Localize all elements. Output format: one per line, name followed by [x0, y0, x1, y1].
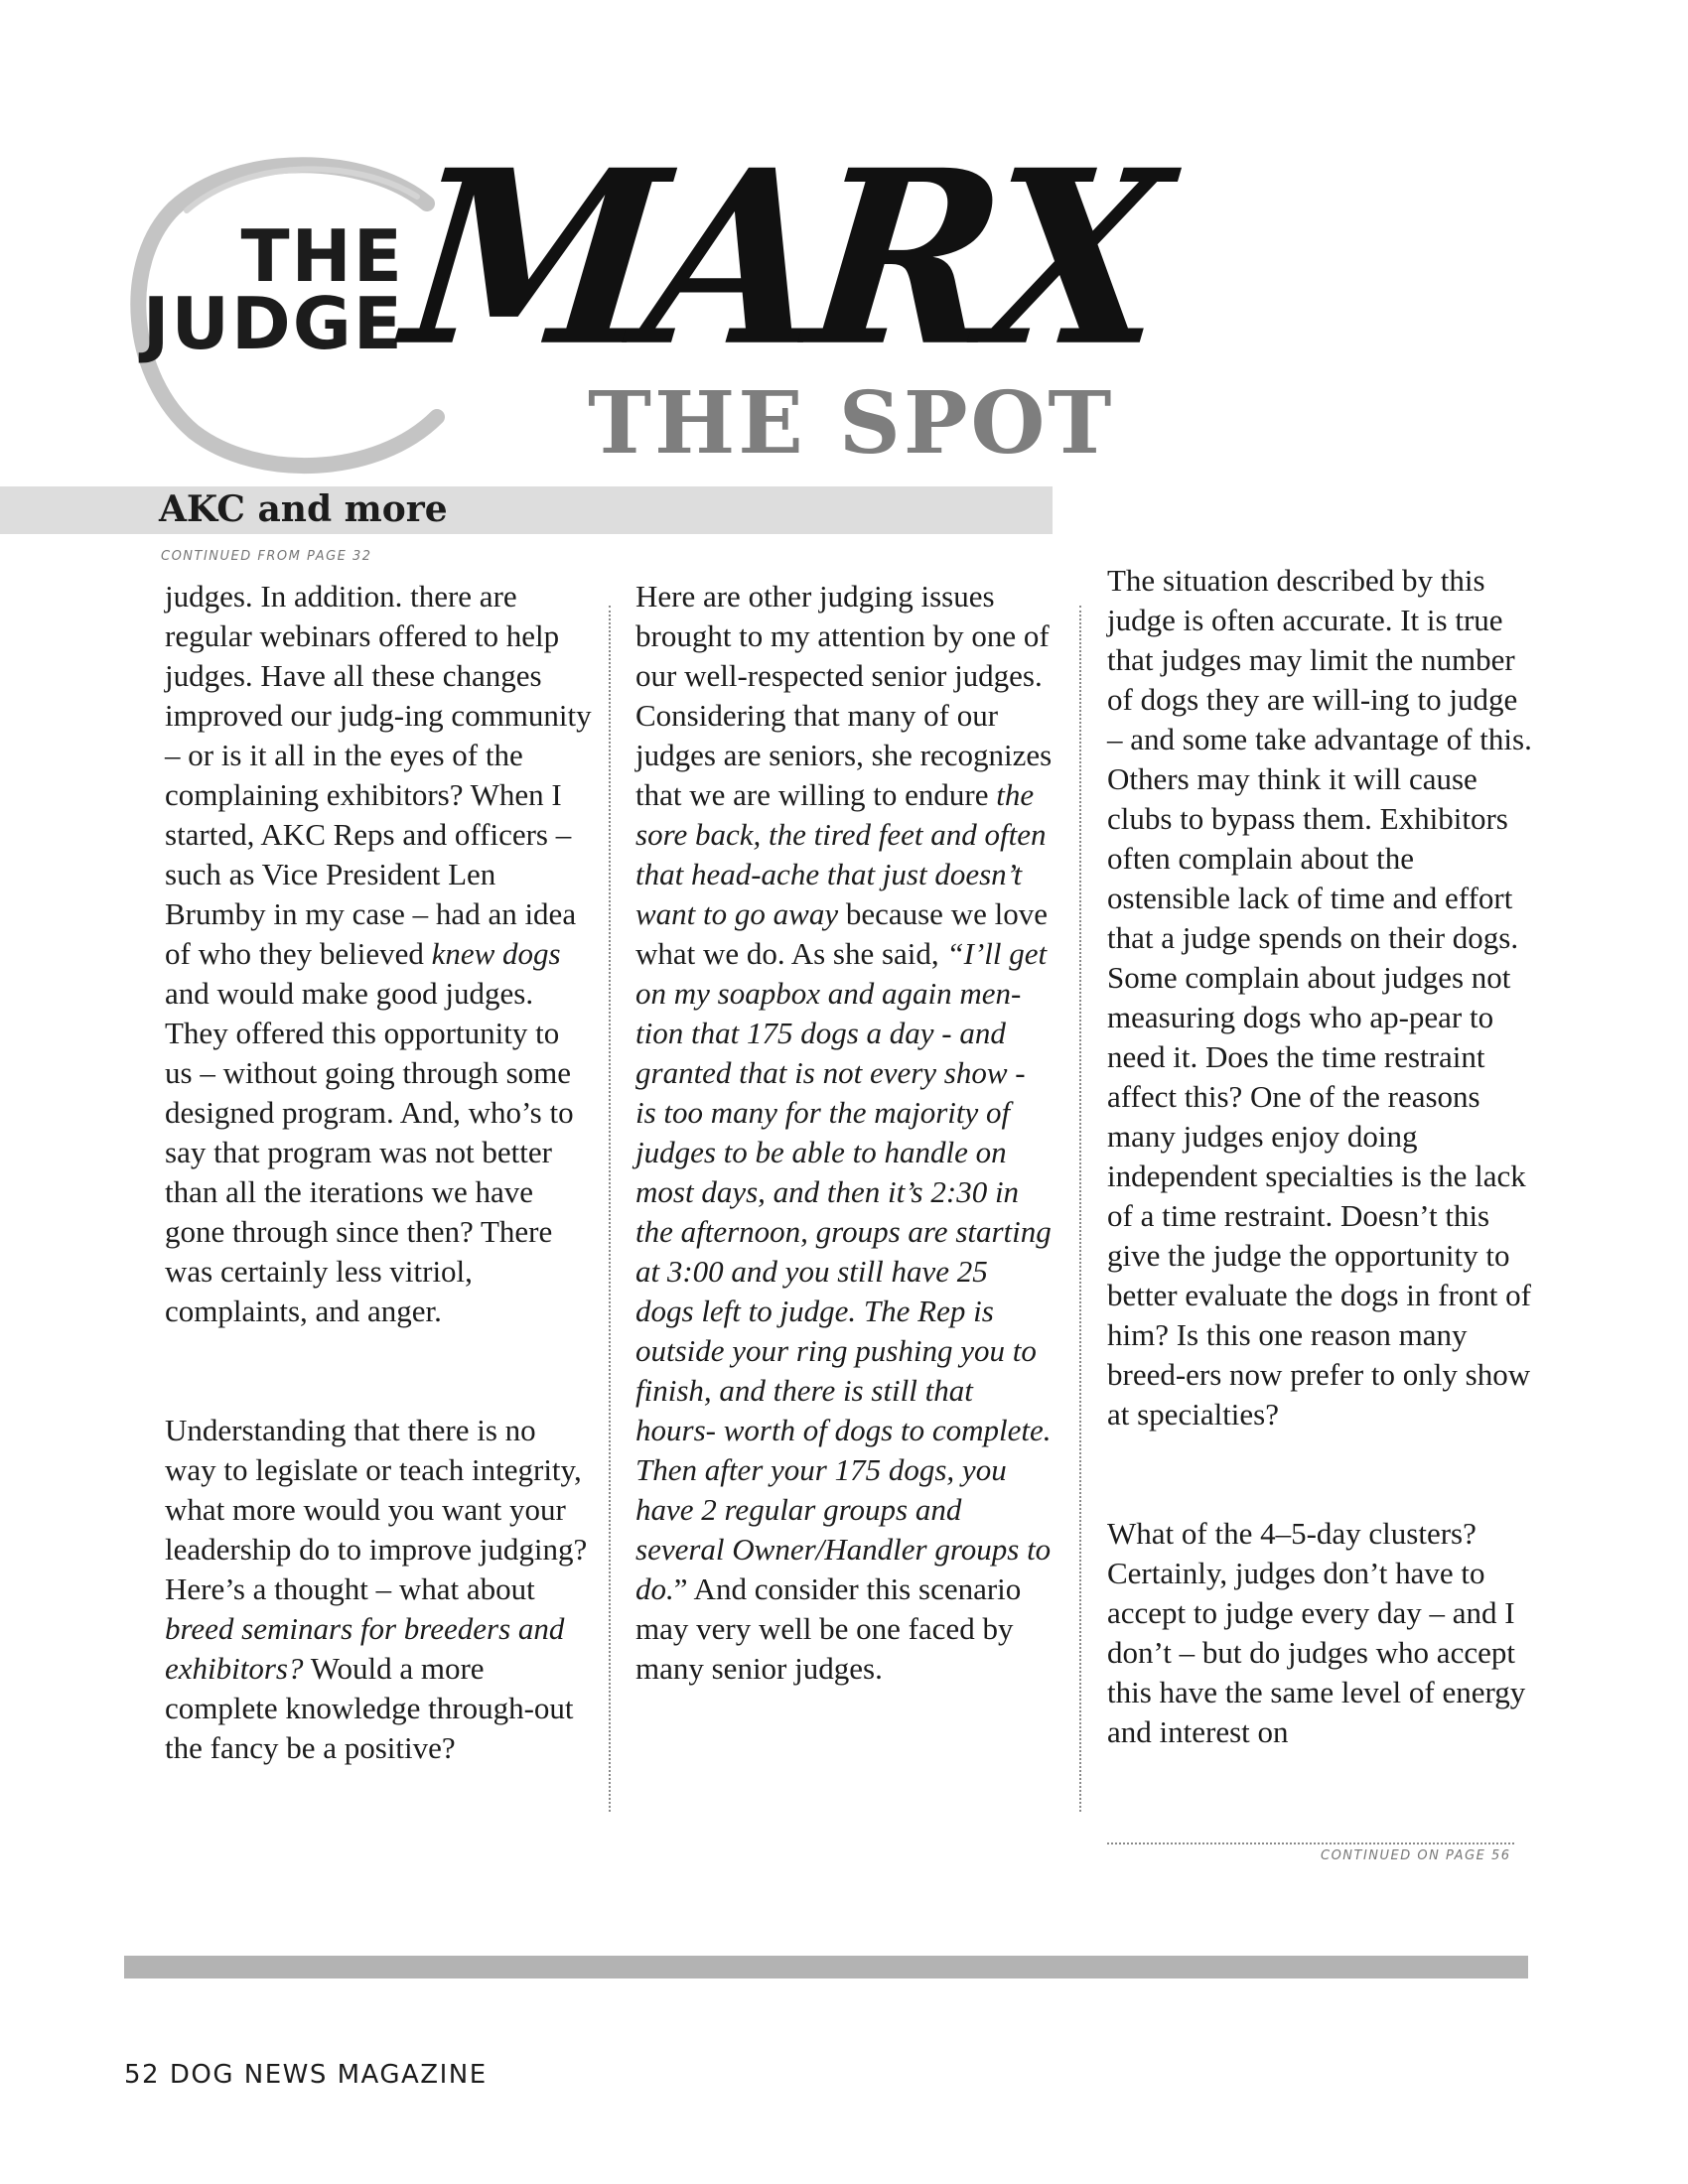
article-column-1 — [165, 577, 592, 1768]
col3-paragraph-1: The situation described by this judge is often accurate. It is true that judges may limit the number of dogs they are will-ing to judge – and some take advantage of this. Others may think it will cause clubs to bypass them. Exhibitors often complain about the ostensible lack of time and effort that a judge spends on their dogs. Some complain about judges not measuring dogs who ap-pear to need it. Does the time restraint affect this? One of the reasons many judges enjoy doing independent specialties is the lack of a time restraint. Doesn’t this give the judge the opportunity to better evaluate the dogs in front of him? Is this one reason many breed-ers now prefer to only show at specialties? — [1107, 563, 1532, 1432]
text-run: Would a more complete knowledge through-out the fancy be a positive? — [165, 1651, 574, 1765]
col1-paragraph-2 — [165, 1411, 592, 1768]
paragraph-gap — [165, 1331, 592, 1411]
col3-paragraph-2: What of the 4–5-day clusters? Certainly, judges don’t have to accept to judge every day – and I don’t – but do judges who accept this have the same level of energy and interest on — [1107, 1516, 1526, 1749]
masthead-kicker-judge: JUDGE — [142, 282, 404, 365]
column-divider — [1079, 606, 1081, 1812]
footer-bar — [124, 1956, 1528, 1979]
text-run: judges. In addition. there are regular webinars offered to help judges. Have all these changes improved our judg-ing community – or is it all in the eyes of the complaining exhibitors? When I started, AKC Reps and officers – such as Vice President Len Brumby in my case – had an idea of who they believed — [165, 579, 592, 971]
page-footer-label: 52 DOG NEWS MAGAZINE — [124, 2060, 488, 2090]
text-run: Here are other judging issues brought to my attention by one of our well-respected senior judges. Considering that many of our judges are seniors, she recognizes that we are willing to endure — [635, 579, 1053, 812]
continued-on-note: CONTINUED ON PAGE 56 — [1321, 1848, 1511, 1863]
continued-rule — [1107, 1843, 1514, 1844]
col1-paragraph-1 — [165, 577, 592, 1331]
italic-quote: “I’ll get on my soapbox and again men-tion that 175 dogs a day - and granted that is not every show - is too many for the majority of judges to be able to handle on most days, and then it’s 2:30 in the afternoon, groups are starting at 3:00 and you still have 25 dogs left to judge. The Rep is outside your ring pushing you to finish, and there is still that hours- worth of dogs to complete. Then after your 175 dogs, you have 2 regular groups and several Owner/Handler groups to do. — [635, 936, 1052, 1606]
section-title: AKC and more — [159, 488, 448, 530]
text-run: ” — [673, 1571, 688, 1606]
text-run: and would make good judges. They offered this opportunity to us – without going through some designed program. And, who’s to say that program was not better than all the iterations we have gone through since then? There was certainly less vitriol, complaints, and anger. — [165, 976, 574, 1328]
masthead-kicker-the: THE — [240, 214, 404, 298]
italic-run: breed seminars for breeders and exhibitors? — [165, 1611, 565, 1686]
masthead-script-title: MARX — [394, 118, 1166, 400]
italic-run: knew dogs — [431, 936, 561, 971]
col2-paragraph-1 — [635, 577, 1053, 1689]
text-run: And consider this scenario may very well be one faced by many senior judges. — [635, 1571, 1022, 1686]
article-column-2 — [635, 577, 1053, 1689]
paragraph-gap — [1107, 1434, 1534, 1514]
article-column-3 — [1107, 561, 1534, 1752]
masthead-subtitle: THE SPOT — [588, 373, 1115, 474]
column-divider — [609, 606, 611, 1812]
text-run: Understanding that there is no way to legislate or teach integrity, what more would you want your leadership do to improve judging? Here’s a thought – what about — [165, 1413, 588, 1606]
italic-run: the sore back, the tired feet and often that head-ache that just doesn’t want to go away — [635, 777, 1047, 931]
continued-from-note: CONTINUED FROM PAGE 32 — [161, 549, 372, 564]
text-run: because we love what we do. As she said, — [635, 896, 1048, 971]
section-band — [0, 486, 1053, 534]
